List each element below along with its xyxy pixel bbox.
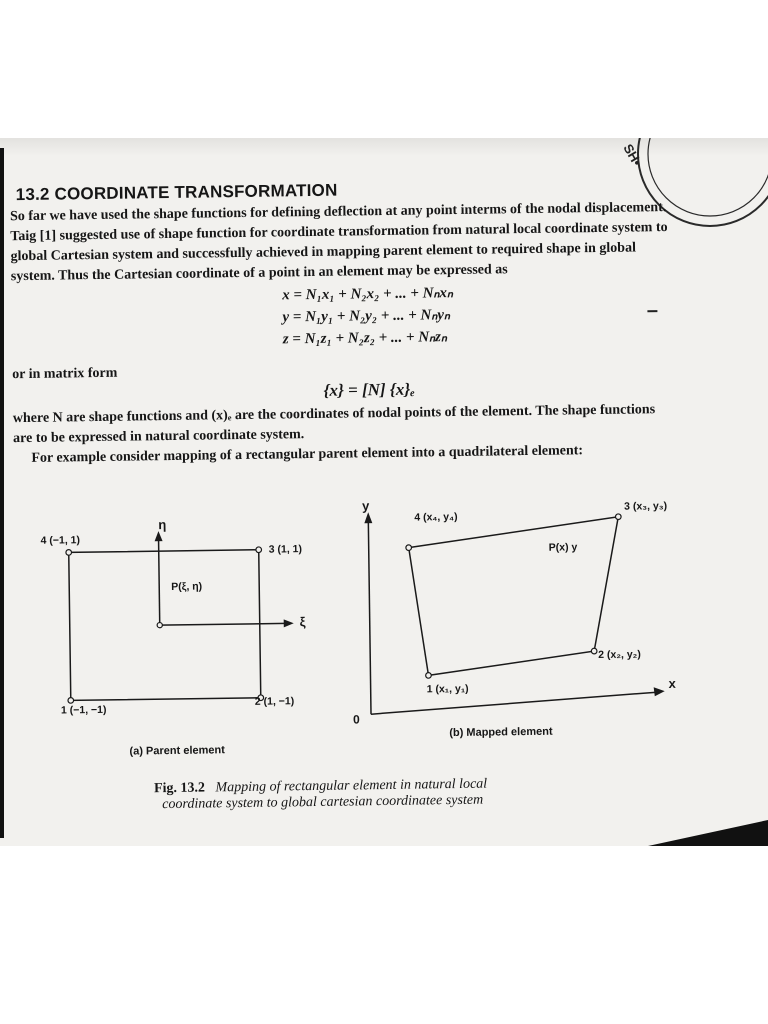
parent-node-3-label: 3 (1, 1) — [268, 543, 303, 556]
xi-axis — [160, 623, 286, 625]
paragraph-1-line: Taig [1] suggested use of shape function for coordinate transformation from natural local coordinate system to — [10, 220, 668, 245]
parent-caption: (a) Parent element — [129, 744, 225, 758]
section-number: 13.2 — [15, 184, 50, 205]
paragraph-2-line: are to be expressed in natural coordinate system. — [13, 427, 305, 447]
mapped-node-1-label: 1 (x₁, y₁) — [426, 682, 469, 696]
mapped-node-4-marker — [406, 545, 412, 551]
section-heading — [16, 181, 338, 205]
node-1-marker — [68, 698, 74, 704]
eta-axis — [159, 537, 160, 625]
matrix-intro: or in matrix form — [12, 365, 118, 383]
xi-arrowhead — [284, 619, 294, 627]
node-4-marker — [66, 550, 72, 556]
x-axis — [371, 692, 657, 714]
paragraph-2-line: where N are shape functions and (x)ₑ are the coordinates of nodal points of the element. The shape functions — [12, 402, 656, 427]
parent-node-2-label: 2 (1, −1) — [254, 695, 295, 708]
section-title: COORDINATE TRANSFORMATION — [54, 180, 338, 204]
mapped-quadrilateral — [408, 517, 620, 676]
parent-element-diagram — [40, 508, 363, 732]
y-axis — [368, 520, 371, 714]
eta-arrowhead — [154, 531, 162, 541]
stray-dash — [647, 310, 657, 312]
x-axis-label: x — [668, 675, 676, 692]
mapped-node-2-label: 2 (x₂, y₂) — [598, 648, 641, 662]
parent-node-1-label: 1 (−1, −1) — [60, 703, 107, 717]
mapped-point-label: P(x) y — [548, 541, 578, 554]
parent-node-4-label: 4 (−1, 1) — [40, 534, 81, 547]
figure-caption-line-1: Mapping of rectangular element in natural local — [215, 776, 488, 796]
mapped-node-3-label: 3 (x₃, y₃) — [624, 500, 668, 513]
eta-label: η — [158, 517, 167, 533]
paragraph-1 — [10, 198, 668, 287]
node-3-marker — [256, 547, 262, 553]
figure-caption-line-2: coordinate system to global cartesian coordinatee system — [162, 792, 484, 813]
y-axis-label: y — [362, 498, 370, 514]
stamp-text: SH• — [620, 141, 645, 169]
mapped-node-1-marker — [426, 673, 432, 679]
equation-z: z = N₁z₁ + N₂z₂ + ... + Nₙzₙ — [282, 329, 448, 348]
point-p-marker — [157, 623, 162, 628]
mapped-caption: (b) Mapped element — [449, 725, 553, 740]
paragraph-1-line: global Cartesian system and successfully achieved in mapping parent element to required shape in global — [10, 240, 637, 265]
mapped-node-4-label: 4 (x₄, y₄) — [414, 510, 458, 524]
equation-x: x = N₁x₁ + N₂x₂ + ... + Nₙxₙ — [282, 285, 454, 304]
equation-y: y = N₁y₁ + N₂y₂ + ... + Nₙyₙ — [282, 307, 451, 326]
origin-label: 0 — [352, 712, 360, 727]
paragraph-3: For example consider mapping of a rectangular parent element into a quadrilateral element: — [31, 443, 584, 466]
mapped-element-diagram — [340, 494, 703, 729]
figure-number: Fig. 13.2 — [153, 780, 206, 797]
matrix-equation: {x} = [N] {x}ₑ — [323, 379, 416, 400]
paragraph-1-line: system. Thus the Cartesian coordinate of a point in an element may be expressed as — [10, 262, 508, 285]
paragraph-1-line: So far we have used the shape functions for defining deflection at any point interms of the nodal displacement. — [9, 200, 667, 225]
page-content — [0, 138, 768, 846]
y-arrowhead — [364, 512, 372, 523]
mapped-node-3-marker — [615, 514, 621, 520]
page-corner-shadow — [608, 816, 768, 846]
book-page — [0, 138, 768, 846]
parent-point-label: P(ξ, η) — [171, 580, 203, 593]
x-arrowhead — [654, 687, 665, 696]
figure-caption — [154, 777, 488, 814]
mapped-node-2-marker — [591, 648, 597, 654]
xi-label: ξ — [299, 614, 306, 630]
